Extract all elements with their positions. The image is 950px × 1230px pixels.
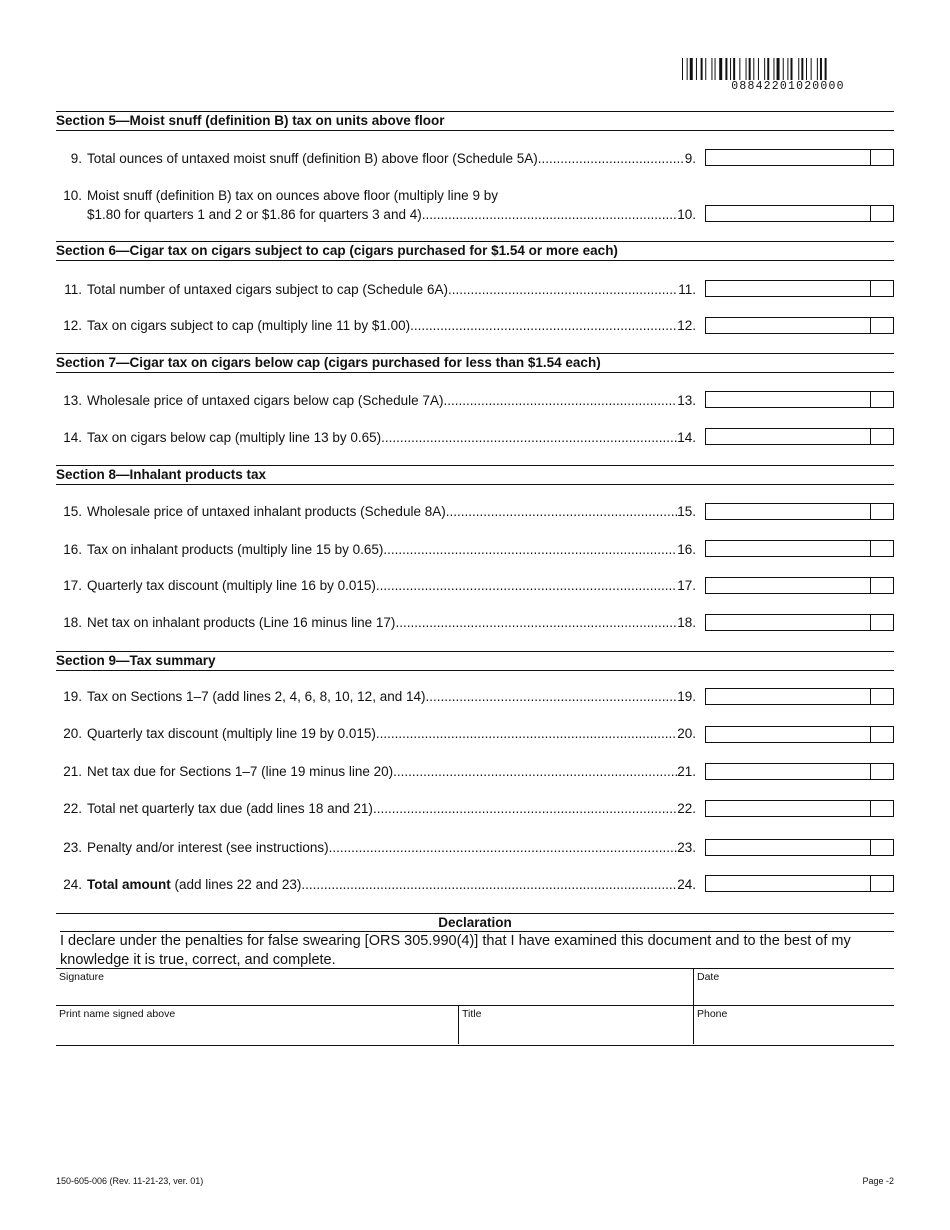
line-label: Wholesale price of untaxed inhalant products (Schedule 8A) — [87, 504, 446, 519]
line-21-amount-field[interactable] — [705, 763, 894, 780]
title-field[interactable] — [458, 1006, 693, 1044]
line-20 — [56, 724, 696, 743]
cents-cell — [870, 689, 893, 704]
line-18-amount-field[interactable] — [705, 614, 894, 631]
line-11 — [56, 280, 696, 299]
date-label: Date — [697, 971, 720, 983]
section-6-header: Section 6—Cigar tax on cigars subject to cap (cigars purchased for $1.54 or more each) — [56, 241, 894, 261]
line-18 — [56, 613, 696, 632]
line-label: Total ounces of untaxed moist snuff (definition B) above floor (Schedule 5A) — [87, 151, 538, 166]
line-number: 15. — [63, 504, 82, 519]
line-number: 17. — [63, 578, 82, 593]
line-label: Tax on cigars subject to cap (multiply line 11 by $1.00) — [87, 318, 411, 333]
line-label: Net tax on inhalant products (Line 16 minus line 17) — [87, 615, 396, 630]
line-end-number: 21. — [677, 764, 696, 779]
name-title-phone-row — [56, 1005, 894, 1046]
cents-cell — [870, 504, 893, 519]
phone-label: Phone — [697, 1008, 728, 1020]
cents-cell — [870, 801, 893, 816]
line-11-amount-field[interactable] — [705, 280, 894, 297]
line-label: Tax on inhalant products (multiply line 15 by 0.65) — [87, 542, 384, 557]
line-end-number: 15. — [677, 504, 696, 519]
line-number: 18. — [63, 615, 82, 630]
line-label: Net tax due for Sections 1–7 (line 19 minus line 20) — [87, 764, 394, 779]
declaration-divider — [56, 913, 894, 914]
line-end-number: 23. — [677, 840, 696, 855]
line-12 — [56, 316, 696, 335]
section-5-header: Section 5—Moist snuff (definition B) tax on units above floor — [56, 111, 894, 131]
line-16 — [56, 540, 696, 559]
line-label: Tax on Sections 1–7 (add lines 2, 4, 6, 8, 10, 12, and 14) — [87, 689, 426, 704]
date-field[interactable] — [693, 969, 894, 1006]
line-label: Quarterly tax discount (multiply line 19 by 0.015) — [87, 726, 376, 741]
cents-cell — [870, 429, 893, 444]
cents-cell — [870, 318, 893, 333]
cents-cell — [870, 392, 893, 407]
line-12-amount-field[interactable] — [705, 317, 894, 334]
line-16-amount-field[interactable] — [705, 540, 894, 557]
line-end-number: 24. — [677, 877, 696, 892]
barcode — [682, 58, 894, 80]
cents-cell — [870, 876, 893, 891]
line-end-number: 13. — [677, 393, 696, 408]
line-number: 12. — [63, 318, 82, 333]
line-end-number: 17. — [677, 578, 696, 593]
line-23-amount-field[interactable] — [705, 839, 894, 856]
cents-cell — [870, 764, 893, 779]
line-21 — [56, 762, 696, 781]
page-number: Page -2 — [862, 1176, 894, 1186]
line-number: 24. — [63, 877, 82, 892]
cents-cell — [870, 727, 893, 742]
line-label: Penalty and/or interest (see instructions) — [87, 840, 329, 855]
line-end-number: 19. — [677, 689, 696, 704]
cents-cell — [870, 541, 893, 556]
line-number: 10. — [63, 188, 82, 203]
line-label: Total net quarterly tax due (add lines 18 and 21) — [87, 801, 373, 816]
line-end-number: 16. — [677, 542, 696, 557]
signature-label: Signature — [59, 971, 104, 983]
line-19-amount-field[interactable] — [705, 688, 894, 705]
cents-cell — [870, 615, 893, 630]
line-label: Total number of untaxed cigars subject to cap (Schedule 6A) — [87, 282, 448, 297]
line-20-amount-field[interactable] — [705, 726, 894, 743]
line-9-amount-field[interactable] — [705, 149, 894, 166]
line-13-amount-field[interactable] — [705, 391, 894, 408]
line-17 — [56, 576, 696, 595]
line-label-continued: $1.80 for quarters 1 and 2 or $1.86 for quarters 3 and 4) — [87, 207, 422, 222]
line-end-number: 20. — [677, 726, 696, 741]
cents-cell — [870, 150, 893, 165]
line-22 — [56, 799, 696, 818]
line-number: 16. — [63, 542, 82, 557]
line-10-amount-field[interactable] — [705, 205, 894, 222]
barcode-number: 08842201020000 — [731, 80, 845, 93]
print-name-field[interactable] — [56, 1006, 458, 1044]
phone-field[interactable] — [693, 1006, 894, 1044]
line-end-number: 14. — [677, 430, 696, 445]
line-end-number: 18. — [677, 615, 696, 630]
cents-cell — [870, 206, 893, 221]
declaration-text: I declare under the penalties for false swearing [ORS 305.990(4)] that I have examined this document and to the best of my knowledge it is true, correct, and complete. — [60, 931, 894, 970]
line-label: Quarterly tax discount (multiply line 16 by 0.015) — [87, 578, 376, 593]
line-14-amount-field[interactable] — [705, 428, 894, 445]
line-13 — [56, 391, 696, 410]
section-7-header: Section 7—Cigar tax on cigars below cap (cigars purchased for less than $1.54 each) — [56, 353, 894, 373]
title-label: Title — [462, 1008, 482, 1020]
line-17-amount-field[interactable] — [705, 577, 894, 594]
line-number: 21. — [63, 764, 82, 779]
line-number: 20. — [63, 726, 82, 741]
line-number: 19. — [63, 689, 82, 704]
line-label: Moist snuff (definition B) tax on ounces above floor (multiply line 9 by — [87, 188, 498, 203]
section-9-header: Section 9—Tax summary — [56, 651, 894, 671]
cents-cell — [870, 281, 893, 296]
line-number: 11. — [64, 282, 82, 297]
line-24-amount-field[interactable] — [705, 875, 894, 892]
line-end-number: 22. — [677, 801, 696, 816]
line-label-rest: (add lines 22 and 23) — [174, 877, 302, 892]
print-name-label: Print name signed above — [59, 1008, 176, 1020]
line-9 — [56, 149, 696, 168]
line-19 — [56, 687, 696, 706]
line-label-bold: Total amount — [87, 877, 171, 892]
line-end-number: 11. — [678, 282, 696, 297]
line-number: 23. — [63, 840, 82, 855]
line-number: 9. — [70, 151, 82, 166]
line-24 — [56, 875, 696, 894]
line-label: Wholesale price of untaxed cigars below cap (Schedule 7A) — [87, 393, 444, 408]
form-id: 150-605-006 (Rev. 11-21-23, ver. 01) — [56, 1176, 204, 1186]
signature-row — [56, 968, 894, 1006]
cents-cell — [870, 578, 893, 593]
line-number: 13. — [63, 393, 82, 408]
signature-field[interactable] — [56, 969, 693, 1006]
line-14 — [56, 428, 696, 447]
line-23 — [56, 838, 696, 857]
line-22-amount-field[interactable] — [705, 800, 894, 817]
line-label — [82, 875, 301, 894]
line-end-number: 10. — [677, 207, 696, 222]
line-end-number: 9. — [684, 151, 696, 166]
line-end-number: 12. — [677, 318, 696, 333]
line-label: Tax on cigars below cap (multiply line 13 by 0.65) — [87, 430, 382, 445]
section-8-header: Section 8—Inhalant products tax — [56, 465, 894, 485]
cents-cell — [870, 840, 893, 855]
line-15 — [56, 502, 696, 521]
line-15-amount-field[interactable] — [705, 503, 894, 520]
line-10 — [56, 186, 696, 224]
declaration-title: Declaration — [438, 915, 512, 930]
line-number: 22. — [63, 801, 82, 816]
line-number: 14. — [63, 430, 82, 445]
